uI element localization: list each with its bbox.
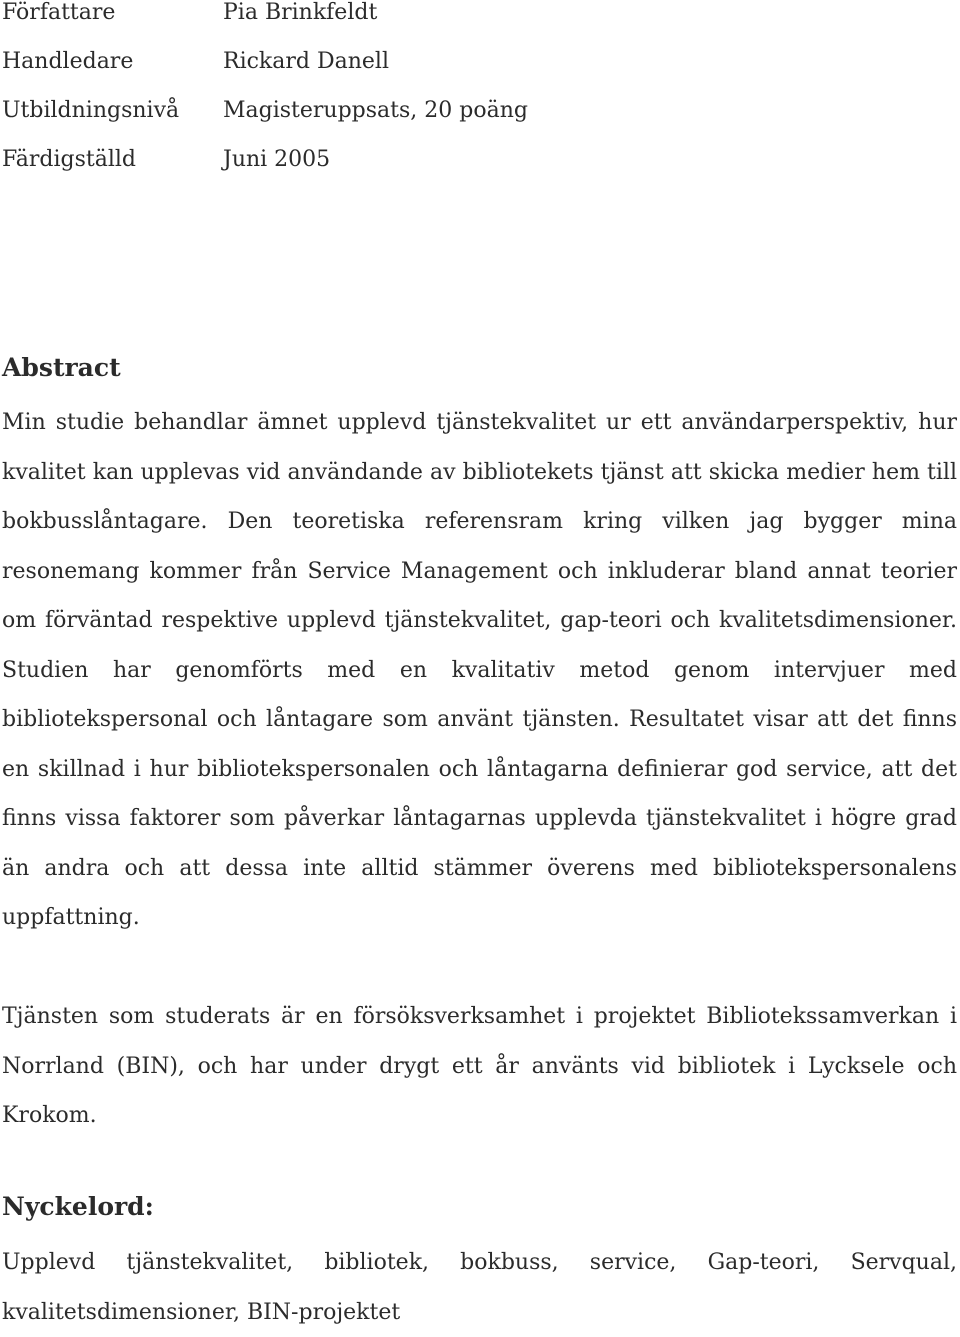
abstract-paragraph-1: Min studie behandlar ämnet upplevd tjänstekvalitet ur ett användarperspektiv, hur kvalitet kan upplevas vid användande av bibliotekets tjänst att skicka medier hem till bokbusslåntagare. Den teoretiska referensram kring vilken jag bygger mina resonemang kommer från Service Management och inkluderar bland annat teorier om förväntad respektive upplevd tjänstekvalitet, gap-teori och kvalitetsdimensioner. Studien har genomförts med en kvalitativ metod genom intervjuer med bibliotekspersonal och låntagare som använt tjänsten. Resultatet visar att det finns en skillnad i hur bibliotekspersonalen och låntagarna definierar god service, att det finns vissa faktorer som påverkar låntagarnas upplevda tjänstekvalitet i högre grad än andra och att dessa inte alltid stämmer överens med bibliotekspersonalens uppfattning. — [2, 398, 957, 943]
keywords-line-2: kvalitetsdimensioner, BIN-projektet — [2, 1288, 957, 1337]
abstract-heading: Abstract — [2, 353, 121, 383]
meta-value: Magisteruppsats, 20 poäng — [223, 98, 702, 124]
meta-row-completed — [2, 147, 702, 196]
keyword: Gap-teori, — [708, 1238, 820, 1288]
meta-label: Handledare — [2, 49, 223, 75]
keyword: Upplevd — [2, 1238, 95, 1288]
meta-label: Författare — [2, 0, 223, 26]
meta-row-supervisor — [2, 49, 702, 98]
keyword: tjänstekvalitet, — [126, 1238, 293, 1288]
keywords-heading: Nyckelord: — [2, 1192, 154, 1222]
meta-value: Juni 2005 — [223, 147, 702, 173]
keywords-line-1 — [2, 1238, 957, 1288]
meta-value: Rickard Danell — [223, 49, 702, 75]
metadata-table — [2, 0, 702, 196]
meta-value: Pia Brinkfeldt — [223, 0, 702, 26]
keyword: bokbuss, — [460, 1238, 558, 1288]
keywords-list — [2, 1238, 957, 1337]
meta-row-author — [2, 0, 702, 49]
keyword: bibliotek, — [324, 1238, 429, 1288]
meta-row-level — [2, 98, 702, 147]
meta-label: Färdigställd — [2, 147, 223, 173]
abstract-paragraph-2: Tjänsten som studerats är en försöksverksamhet i projektet Bibliotekssamverkan i Norrland (BIN), och har under drygt ett år använts vid bibliotek i Lycksele och Krokom. — [2, 992, 957, 1141]
keyword: Servqual, — [851, 1238, 957, 1288]
meta-label: Utbildningsnivå — [2, 98, 223, 124]
keyword: service, — [590, 1238, 677, 1288]
